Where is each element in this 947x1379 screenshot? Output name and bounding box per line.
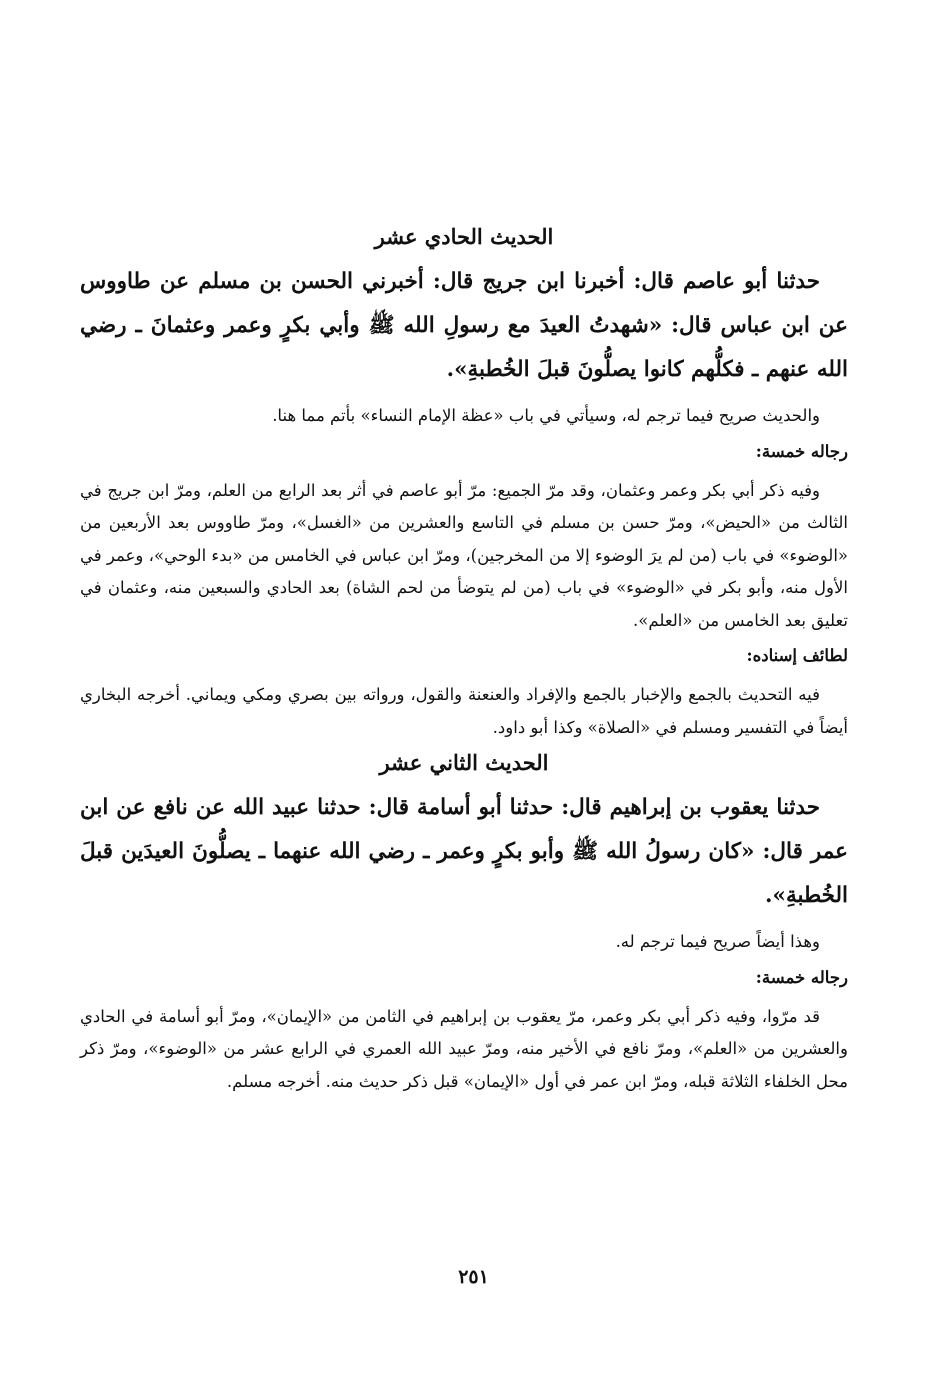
hadith-11-isnad-heading: لطائف إسناده: <box>746 646 848 665</box>
hadith-11-text: حدثنا أبو عاصم قال: أخبرنا ابن جريج قال: أخبرني الحسن بن مسلم عن طاووس عن ابن عباس قال: «شهدتُ العيدَ مع رسولِ الله ﷺ وأبي بكرٍ وعمر وعثمانَ ـ رضي الله عنهم ـ فكلُّهم كانوا يصلُّونَ قبلَ الخُطبةِ». <box>80 269 848 382</box>
hadith-11-narrators-heading: رجاله خمسة: <box>755 441 848 461</box>
hadith-12-narrators-heading: رجاله خمسة: <box>755 967 848 987</box>
hadith-11-commentary: والحديث صريح فيما ترجم له، وسيأتي في باب «عظة الإمام النساء» بأتم مما هنا. <box>272 406 820 425</box>
hadith-11-title: الحديث الحادي عشر <box>374 224 554 249</box>
page-number: ٢٥١ <box>458 1266 489 1288</box>
hadith-12-text: حدثنا يعقوب بن إبراهيم قال: حدثنا أبو أسامة قال: حدثنا عبيد الله عن نافع عن ابن عمر قال: «كان رسولُ الله ﷺ وأبو بكرٍ وعمر ـ رضي الله عنهما ـ يصلُّونَ العيدَين قبلَ الخُطبةِ». <box>80 795 848 908</box>
hadith-12-narrators-text: قد مرّوا، وفيه ذكر أبي بكر وعمر، مرّ يعقوب بن إبراهيم في الثامن من «الإيمان»، ومرّ أبو أسامة في الحادي والعشرين من «العلم»، ومرّ نافع في الأخير منه، ومرّ عبيد الله العمري في الرابع عشر من «الوضوء»، ومرّ ذكر محل الخلفاء الثلاثة قبله، ومرّ ابن عمر في أول «الإيمان» قبل ذكر حديث منه. أخرجه مسلم. <box>80 1006 848 1091</box>
hadith-12-commentary: وهذا أيضاً صريح فيما ترجم له. <box>615 932 820 951</box>
hadith-11-isnad-text: فيه التحديث بالجمع والإخبار بالجمع والإفراد والعنعنة والقول، ورواته بين بصري ومكي ويماني. أخرجه البخاري أيضاً في التفسير ومسلم في «الصلاة» وكذا أبو داود. <box>80 685 848 737</box>
page-body <box>80 222 848 1302</box>
hadith-12-title: الحديث الثاني عشر <box>379 750 549 775</box>
hadith-11-narrators-text: وفيه ذكر أبي بكر وعمر وعثمان، وقد مرّ الجميع: مرّ أبو عاصم في أثر بعد الرابع من العلم، ومرّ ابن جريج في الثالث من «الحيض»، ومرّ حسن بن مسلم في التاسع والعشرين من «الغسل»، ومرّ طاووس بعد الأربعين من «الوضوء» في باب (من لم يرَ الوضوء إلا من المخرجين)، ومرّ ابن عباس في الخامس من «بدء الوحي»، وعمر في الأول منه، وأبو بكر في «الوضوء» في باب (من لم يتوضأ من لحم الشاة) بعد الحادي والسبعين منه، وعثمان في تعليق بعد الخامس من «العلم». <box>80 480 848 630</box>
